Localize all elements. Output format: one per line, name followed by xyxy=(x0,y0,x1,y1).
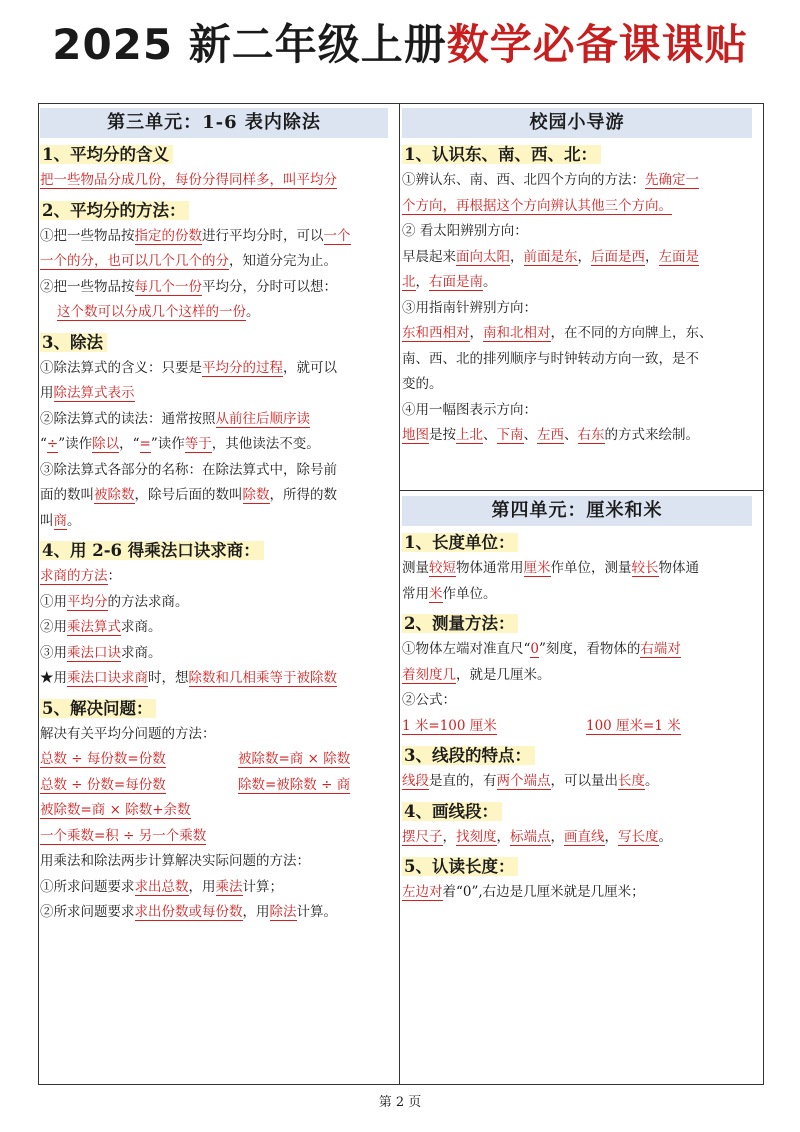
right-bottom-column xyxy=(402,496,760,906)
text-line: 求商的方法： xyxy=(40,568,121,584)
campus-guide-heading: 校园小导游 xyxy=(402,108,752,138)
section-heading: 3、除法 xyxy=(40,330,396,356)
left-column xyxy=(40,108,396,926)
text-line: 东和西相对，南和北相对，在不同的方向牌上，东、 xyxy=(402,325,713,341)
title-black: 2025 新二年级上册 xyxy=(52,20,447,69)
text-line: “÷”读作除以，“=”读作等于，其他读法不变。 xyxy=(40,436,320,452)
text-line: ①用平均分的方法求商。 xyxy=(40,593,189,610)
section-heading: 2、测量方法： xyxy=(402,611,760,637)
text-line: ①把一些物品按指定的份数进行平均分时，可以一个 xyxy=(40,227,351,244)
text-line: ②所求问题要求求出份数或每份数，用除法计算。 xyxy=(40,904,337,920)
text-line: 这个数可以分成几个这样的一份。 xyxy=(57,304,260,320)
formula-row: 1 米=100 厘米 100 厘米=1 米 xyxy=(402,717,681,734)
text-line: ② 看太阳辨别方向： xyxy=(402,223,528,239)
text-line: 着刻度几，就是几厘米。 xyxy=(402,666,551,683)
text-line: 北，右面是南。 xyxy=(402,274,497,290)
text-line: 常用米作单位。 xyxy=(402,585,497,602)
page-title xyxy=(0,12,800,78)
section-heading: 4、用 2-6 得乘法口诀求商： xyxy=(40,538,396,564)
text-line: 地图是按上北、下南、左西、右东的方式来绘制。 xyxy=(402,427,699,443)
text-line: ③用乘法口诀求商。 xyxy=(40,644,162,661)
text-line: 面的数叫被除数，除号后面的数叫除数，所得的数 xyxy=(40,487,337,503)
formula-line: 一个乘数=积 ÷ 另一个乘数 xyxy=(40,827,207,844)
section-heading: 3、线段的特点： xyxy=(402,743,760,769)
text-line: 早晨起来面向太阳，前面是东，后面是西，左面是 xyxy=(402,248,699,265)
text-line: ★用乘法口诀求商时，想除数和几相乘等于被除数 xyxy=(40,670,337,686)
formula-row: 总数 ÷ 每份数=份数 被除数=商 × 除数 xyxy=(40,751,351,767)
text-line: 解决有关平均分问题的方法： xyxy=(40,725,216,742)
text-line: ①除法算式的含义：只要是平均分的过程，就可以 xyxy=(40,359,337,376)
text-line: 左边对着“0”,右边是几厘米就是几厘米； xyxy=(402,884,645,900)
section-heading: 1、平均分的含义 xyxy=(40,142,396,168)
text-line: 用除法算式表示 xyxy=(40,385,135,401)
title-red: 数学必备课课贴 xyxy=(446,20,748,69)
text-line: ②公式： xyxy=(402,692,456,708)
text-line: 线段是直的，有两个端点，可以量出长度。 xyxy=(402,773,659,789)
section-heading: 4、画线段： xyxy=(402,799,760,825)
text-line: 摆尺子，找刻度，标端点，画直线，写长度。 xyxy=(402,828,672,845)
text-line: ②用乘法算式求商。 xyxy=(40,619,162,635)
section-heading: 5、解决问题： xyxy=(40,696,396,722)
formula-row: 总数 ÷ 份数=每份数 除数=被除数 ÷ 商 xyxy=(40,776,351,793)
section-heading: 2、平均分的方法： xyxy=(40,198,396,224)
text-line: 把一些物品分成几份，每份分得同样多，叫平均分 xyxy=(40,172,337,188)
text-line: ①所求问题要求求出总数，用乘法计算； xyxy=(40,878,283,895)
text-line: ②把一些物品按每几个一份平均分，分时可以想： xyxy=(40,278,337,295)
text-line: 个方向，再根据这个方向辨认其他三个方向。 xyxy=(402,197,672,214)
text-line: 一个的分，也可以几个几个的分，知道分完为止。 xyxy=(40,253,337,269)
right-top-column xyxy=(402,108,760,449)
text-line: ④用一幅图表示方向： xyxy=(402,401,537,418)
text-line: 变的。 xyxy=(402,376,443,392)
text-line: 南、西、北的排列顺序与时钟转动方向一致，是不 xyxy=(402,350,699,367)
formula-line: 被除数=商 × 除数+余数 xyxy=(40,802,191,818)
text-line: ①辨认东、南、西、北四个方向的方法：先确定一 xyxy=(402,172,699,188)
column-divider xyxy=(399,103,400,1085)
text-line: ③用指南针辨别方向： xyxy=(402,299,537,316)
text-line: 测量较短物体通常用厘米作单位，测量较长物体通 xyxy=(402,560,699,576)
text-line: 用乘法和除法两步计算解决实际问题的方法： xyxy=(40,853,310,869)
text-line: ②除法算式的读法：通常按照从前往后顺序读 xyxy=(40,410,310,427)
text-line: ①物体左端对准直尺“0”刻度，看物体的右端对 xyxy=(402,641,681,657)
page-number: 第 2 页 xyxy=(378,1095,422,1110)
section-heading: 5、认读长度： xyxy=(402,854,760,880)
section-heading: 1、长度单位： xyxy=(402,530,760,556)
text-line: 叫商。 xyxy=(40,512,81,529)
section-divider xyxy=(399,490,764,491)
unit3-heading: 第三单元：1-6 表内除法 xyxy=(40,108,388,138)
unit4-heading: 第四单元：厘米和米 xyxy=(402,496,752,526)
section-heading: 1、认识东、南、西、北： xyxy=(402,142,760,168)
text-line: ③除法算式各部分的名称：在除法算式中，除号前 xyxy=(40,461,337,478)
